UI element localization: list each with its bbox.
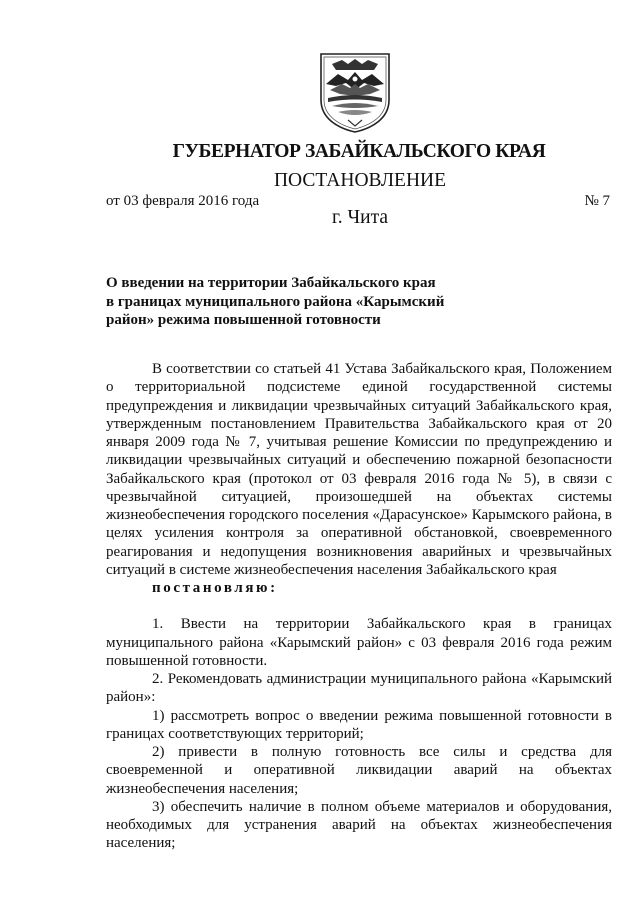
preamble-paragraph: В соответствии со статьей 41 Устава Забайкальского края, Положением о территориальной подсистеме единой государственной системы предупреждения и ликвидации чрезвычайных ситуаций Забайкальского края, утвержденным постановлением Правительства Забайкальского края от 20 января 2009 года № 7, учитывая решение Комиссии по предупреждению и ликвидации чрезвычайных ситуаций и обеспечению пожарной безопасности Забайкальского края (протокол от 03 февраля 2016 года № 5), в связи с чрезвычайной ситуацией, произошедшей на объектах системы жизнеобеспечения городского поселения «Дарасунское» Карымского района, в целях усиления контроля за оперативной обстановкой, своевременного реагирования и недопущения возникновения аварийных и чрезвычайных ситуаций в системе жизнеобеспечения населения Забайкальского края (106, 361, 612, 578)
governor-title: ГУБЕРНАТОР ЗАБАЙКАЛЬСКОГО КРАЯ (172, 141, 546, 162)
decree-item: 1. Ввести на территории Забайкальского края в границах муниципального района «Карымский район» с 03 февраля 2016 года режим повышенной готовности. (106, 616, 612, 669)
heading-line: район» режима повышенной готовности (106, 312, 381, 328)
decree-item: 3) обеспечить наличие в полном объеме материалов и оборудования, необходимых для устранения аварий на объектах жизнеобеспечения населения; (106, 798, 612, 852)
decree-word: постановляю: (152, 580, 278, 596)
decree-item: 2. Рекомендовать администрации муниципального района «Карымский район»: (106, 671, 612, 706)
decree-item: 2) привести в полную готовность все силы и средства для своевременной и оперативной ликвидации аварий на объектах жизнеобеспечения населения; (106, 744, 612, 797)
decree-item: 1) рассмотреть вопрос о введении режима повышенной готовности в границах соответствующих территорий; (106, 707, 612, 742)
document-heading (106, 274, 506, 330)
heading-line: О введении на территории Забайкальского края (106, 275, 436, 291)
document-date: от 03 февраля 2016 года (106, 193, 260, 209)
heading-line: в границах муниципального района «Карымский (106, 293, 445, 310)
document-type: ПОСТАНОВЛЕНИЕ (273, 170, 447, 191)
coat-of-arms-emblem (318, 50, 392, 134)
document-city: г. Чита (331, 207, 389, 228)
document-body (106, 360, 612, 853)
document-number: № 7 (584, 193, 610, 209)
